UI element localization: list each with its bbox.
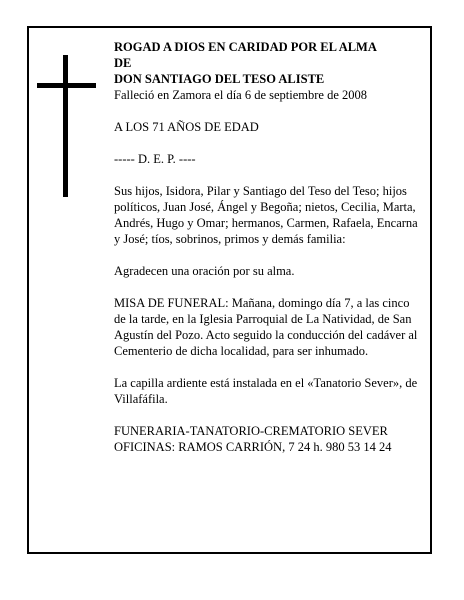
age-notice: A LOS 71 AÑOS DE EDAD xyxy=(114,120,259,134)
deceased-name: DON SANTIAGO DEL TESO ALISTE xyxy=(114,72,325,86)
thanks-notice: Agradecen una oración por su alma. xyxy=(114,264,295,278)
obituary-text xyxy=(114,39,424,455)
chapel-notice: La capilla ardiente está instalada en el «Tanatorio Sever», de Villafáfila. xyxy=(114,376,418,406)
death-notice: Falleció en Zamora el día 6 de septiembre de 2008 xyxy=(114,88,368,102)
header-line-2: DE xyxy=(114,56,132,70)
footer-line-2: OFICINAS: RAMOS CARRIÓN, 7 24 h. 980 53 14 24 xyxy=(114,440,392,454)
footer-line-1: FUNERARIA-TANATORIO-CREMATORIO SEVER xyxy=(114,424,388,438)
cross-icon-crossbar xyxy=(37,83,96,88)
funeral-notice: MISA DE FUNERAL: Mañana, domingo día 7, a las cinco de la tarde, en la Iglesia Parroquial de La Natividad, de San Agustín del Pozo. Acto seguido la conducción del cadáver al Cementerio de dicha localidad, para ser inhumado. xyxy=(114,296,418,358)
family-list: Sus hijos, Isidora, Pilar y Santiago del Teso del Teso; hijos políticos, Juan José, Ángel y Begoña; nietos, Cecilia, Marta, Andrés, Hugo y Omar; hermanos, Carmen, Rafaela, Encarna y José; tíos, sobrinos, primos y demás familia: xyxy=(114,184,418,246)
rip-notice: ----- D. E. P. ---- xyxy=(114,152,196,166)
cross-icon xyxy=(63,55,68,197)
header-line-1: ROGAD A DIOS EN CARIDAD POR EL ALMA xyxy=(114,40,377,54)
